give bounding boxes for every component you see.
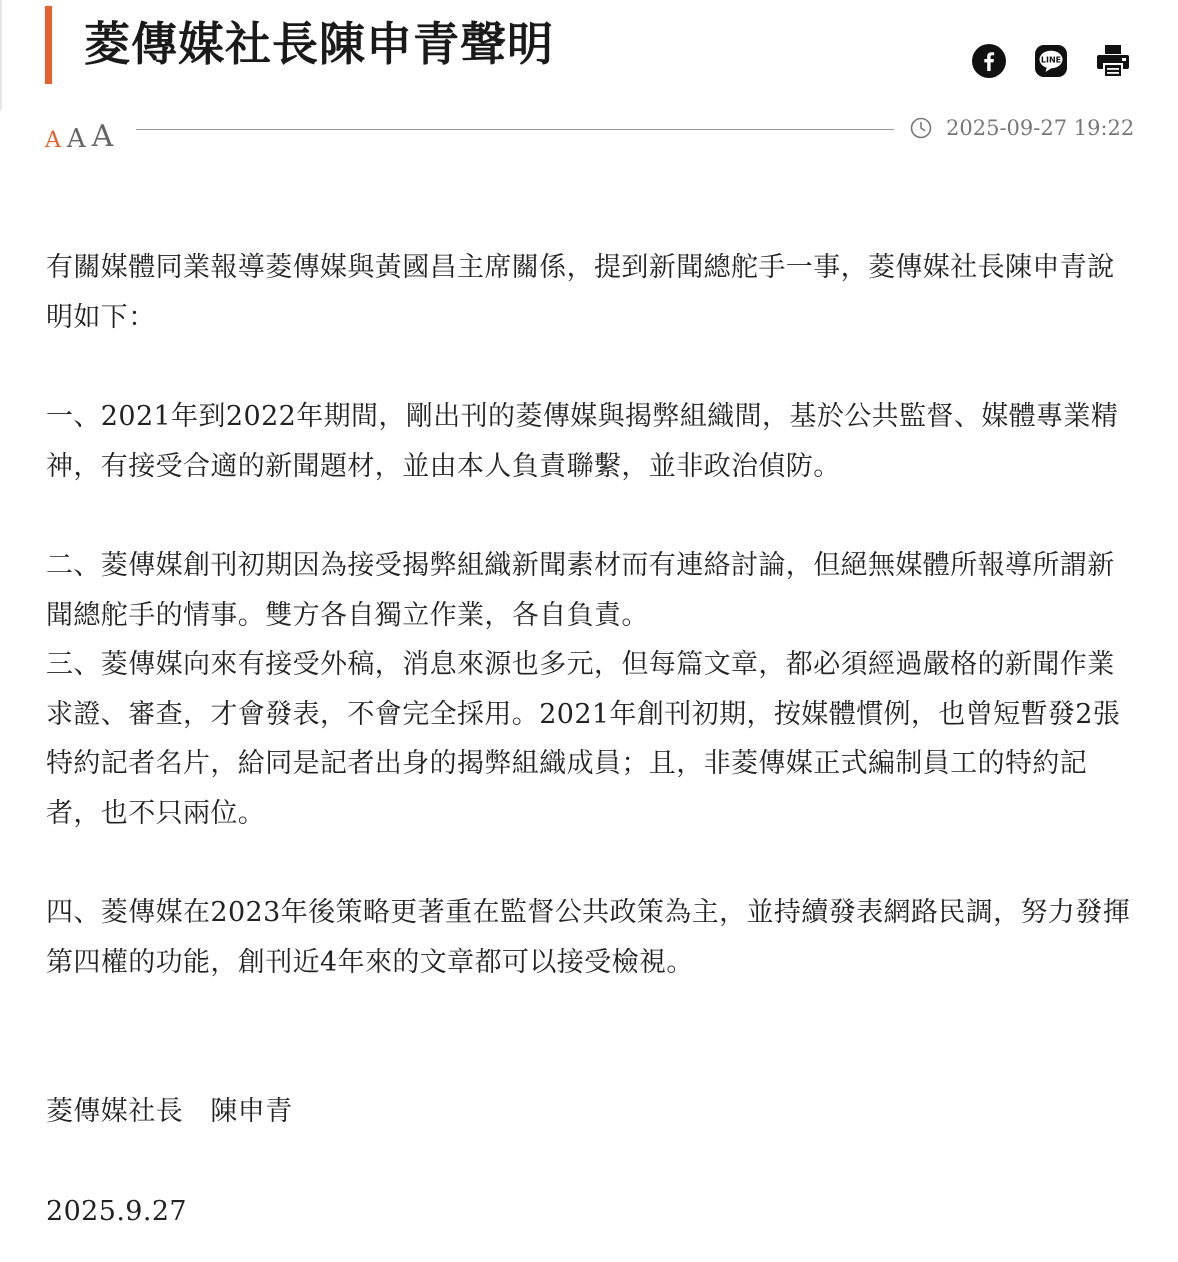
font-size-small-button[interactable]: A [45,128,61,153]
page-title: 菱傳媒社長陳申青聲明 [84,17,554,71]
left-edge-strip [0,0,2,110]
font-size-controls [45,112,113,152]
publish-datetime: 2025-09-27 19:22 [946,116,1135,140]
article-date: 2025.9.27 [46,1195,188,1227]
line-icon-text: LINE [1040,55,1062,65]
article-paragraph-2: 二、菱傳媒創刊初期因為接受揭弊組織新聞素材而有連絡討論，但絕無媒體所報導所謂新聞總舵手的情事。雙方各自獨立作業，各自負責。 [46,550,1115,631]
clock-icon [910,117,932,139]
facebook-share-button[interactable] [972,44,1006,78]
facebook-icon [972,44,1006,78]
font-size-medium-button[interactable]: A [66,124,86,154]
article-signature: 菱傳媒社長 陳申青 [46,1096,293,1127]
font-size-large-button[interactable]: A [91,119,114,154]
printer-icon [1096,44,1130,78]
line-icon [1034,44,1068,78]
publish-time [910,116,1134,140]
title-accent-bar [45,6,52,84]
line-share-button[interactable] [1034,44,1068,78]
article-paragraph-intro: 有關媒體同業報導菱傳媒與黃國昌主席關係，提到新聞總舵手一事，菱傳媒社長陳申青說明如下： [46,252,1115,333]
header-divider [136,129,894,130]
article-paragraph-3: 三、菱傳媒向來有接受外稿，消息來源也多元，但每篇文章，都必須經過嚴格的新聞作業求證、審查，才會發表，不會完全採用。2021年創刊初期，按媒體慣例，也曾短暫發2張特約記者名片，給同是記者出身的揭弊組織成員；且，非菱傳媒正式編制員工的特約記者，也不只兩位。 [46,649,1121,829]
print-button[interactable] [1096,44,1130,78]
article-paragraph-1: 一、2021年到2022年期間，剛出刊的菱傳媒與揭弊組織間，基於公共監督、媒體專業精神，有接受合適的新聞題材，並由本人負責聯繫，並非政治偵防。 [46,401,1119,482]
article-paragraph-4: 四、菱傳媒在2023年後策略更著重在監督公共政策為主，並持續發表網路民調，努力發揮第四權的功能，創刊近4年來的文章都可以接受檢視。 [46,897,1131,978]
article-body [46,243,1138,1236]
